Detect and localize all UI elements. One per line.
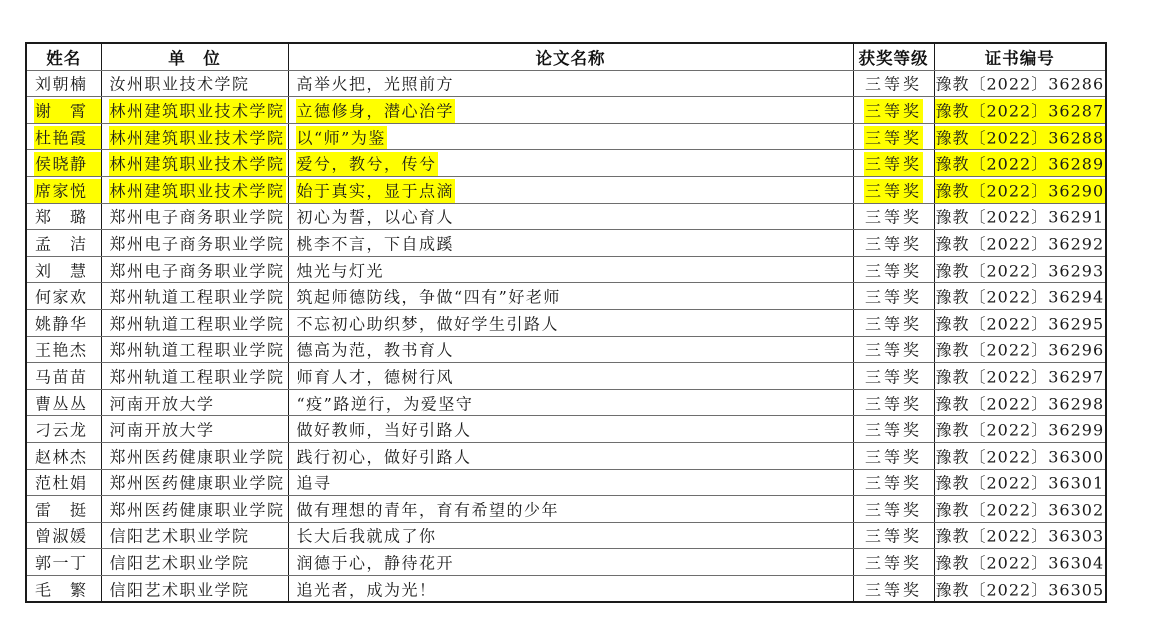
award-level-cell: 三等奖 xyxy=(864,340,922,360)
name-cell: 毛 繁 xyxy=(35,580,88,600)
unit-cell: 郑州医药健康职业学院 xyxy=(109,500,285,520)
certificate-number-cell: 豫教〔2022〕36293 xyxy=(935,261,1105,281)
table-row xyxy=(26,97,1106,124)
certificate-number-cell: 豫教〔2022〕36304 xyxy=(935,553,1105,573)
name-cell: 席家悦 xyxy=(34,179,101,203)
award-level-cell: 三等奖 xyxy=(864,261,922,281)
table-row xyxy=(26,309,1106,336)
paper-title-cell: 不忘初心助织梦，做好学生引路人 xyxy=(296,314,560,334)
table-row xyxy=(26,203,1106,230)
name-cell: 雷 挺 xyxy=(35,500,88,520)
unit-cell: 郑州轨道工程职业学院 xyxy=(109,340,285,360)
certificate-number-cell: 豫教〔2022〕36295 xyxy=(935,314,1105,334)
certificate-number-cell: 豫教〔2022〕36303 xyxy=(935,526,1105,546)
paper-title-cell: 追光者，成为光！ xyxy=(296,580,437,600)
award-level-cell: 三等奖 xyxy=(864,234,922,254)
unit-cell: 林州建筑职业技术学院 xyxy=(109,152,286,176)
certificate-number-cell: 豫教〔2022〕36302 xyxy=(935,500,1105,520)
paper-title-cell: 追寻 xyxy=(296,473,332,493)
paper-title-cell: 润德于心，静待花开 xyxy=(296,553,455,573)
unit-cell: 林州建筑职业技术学院 xyxy=(109,179,286,203)
name-cell: 孟 洁 xyxy=(35,234,88,254)
paper-title-cell: 做好教师，当好引路人 xyxy=(296,420,472,440)
paper-title-cell: 德高为范，教书育人 xyxy=(296,340,455,360)
paper-title-cell: 长大后我就成了你 xyxy=(296,526,437,546)
table-row xyxy=(26,283,1106,310)
certificate-number-cell: 豫教〔2022〕36288 xyxy=(935,126,1106,150)
name-cell: 曹丛丛 xyxy=(35,394,88,414)
table-row xyxy=(26,416,1106,443)
unit-cell: 河南开放大学 xyxy=(109,394,215,414)
paper-title-cell: 初心为誓，以心育人 xyxy=(296,207,455,227)
name-cell: 杜艳霞 xyxy=(34,126,101,150)
paper-title-cell: 做有理想的青年，育有希望的少年 xyxy=(296,500,560,520)
paper-title-cell: 始于真实，显于点滴 xyxy=(296,179,456,203)
table-row xyxy=(26,496,1106,523)
award-level-cell: 三等奖 xyxy=(864,314,922,334)
name-cell: 马苗苗 xyxy=(35,367,88,387)
col-header-name: 姓名 xyxy=(26,43,101,70)
name-cell: 赵林杰 xyxy=(35,447,88,467)
certificate-number-cell: 豫教〔2022〕36300 xyxy=(935,447,1105,467)
name-cell: 谢 霄 xyxy=(34,99,101,123)
award-level-cell: 三等奖 xyxy=(864,526,922,546)
table-row xyxy=(26,256,1106,283)
unit-cell: 信阳艺术职业学院 xyxy=(109,526,250,546)
name-cell: 侯晓静 xyxy=(34,152,101,176)
award-level-cell: 三等奖 xyxy=(864,126,923,150)
unit-cell: 信阳艺术职业学院 xyxy=(109,553,250,573)
paper-title-cell: “疫”路逆行，为爱坚守 xyxy=(296,394,474,414)
award-level-cell: 三等奖 xyxy=(864,367,922,387)
table-body xyxy=(26,70,1106,602)
col-header-unit: 单 位 xyxy=(101,43,288,70)
unit-cell: 郑州电子商务职业学院 xyxy=(109,207,285,227)
award-level-cell: 三等奖 xyxy=(864,179,923,203)
unit-cell: 林州建筑职业技术学院 xyxy=(109,126,286,150)
table-row xyxy=(26,230,1106,257)
paper-title-cell: 践行初心，做好引路人 xyxy=(296,447,472,467)
name-cell: 曾淑媛 xyxy=(35,526,88,546)
award-level-cell: 三等奖 xyxy=(864,152,923,176)
paper-title-cell: 师育人才，德树行风 xyxy=(296,367,455,387)
unit-cell: 郑州电子商务职业学院 xyxy=(109,234,285,254)
award-level-cell: 三等奖 xyxy=(864,99,923,123)
award-level-cell: 三等奖 xyxy=(864,207,922,227)
award-level-cell: 三等奖 xyxy=(864,500,922,520)
table-row xyxy=(26,469,1106,496)
unit-cell: 河南开放大学 xyxy=(109,420,215,440)
unit-cell: 信阳艺术职业学院 xyxy=(109,580,250,600)
name-cell: 刘 慧 xyxy=(35,261,88,281)
table-row xyxy=(26,522,1106,549)
award-level-cell: 三等奖 xyxy=(864,553,922,573)
unit-cell: 郑州轨道工程职业学院 xyxy=(109,314,285,334)
name-cell: 王艳杰 xyxy=(35,340,88,360)
paper-title-cell: 爱兮，教兮，传兮 xyxy=(296,152,438,176)
table-row xyxy=(26,363,1106,390)
name-cell: 刘朝楠 xyxy=(35,74,88,94)
certificate-number-cell: 豫教〔2022〕36289 xyxy=(935,152,1106,176)
certificate-number-cell: 豫教〔2022〕36301 xyxy=(935,473,1105,493)
certificate-number-cell: 豫教〔2022〕36299 xyxy=(935,420,1105,440)
certificate-number-cell: 豫教〔2022〕36305 xyxy=(935,580,1105,600)
award-level-cell: 三等奖 xyxy=(864,580,922,600)
table-row xyxy=(26,70,1106,97)
award-level-cell: 三等奖 xyxy=(864,420,922,440)
paper-title-cell: 高举火把，光照前方 xyxy=(296,74,455,94)
award-level-cell: 三等奖 xyxy=(864,473,922,493)
unit-cell: 林州建筑职业技术学院 xyxy=(109,99,286,123)
paper-title-cell: 桃李不言，下自成蹊 xyxy=(296,234,455,254)
table-row xyxy=(26,389,1106,416)
award-level-cell: 三等奖 xyxy=(864,394,922,414)
award-level-cell: 三等奖 xyxy=(864,447,922,467)
col-header-cert-number: 证书编号 xyxy=(934,43,1106,70)
table-row xyxy=(26,442,1106,469)
paper-title-cell: 立德修身，潜心治学 xyxy=(296,99,456,123)
unit-cell: 郑州医药健康职业学院 xyxy=(109,447,285,467)
name-cell: 郑 璐 xyxy=(35,207,88,227)
unit-cell: 郑州轨道工程职业学院 xyxy=(109,287,285,307)
name-cell: 范杜娟 xyxy=(35,473,88,493)
name-cell: 郭一丁 xyxy=(35,553,88,573)
table-row xyxy=(26,150,1106,177)
certificate-number-cell: 豫教〔2022〕36291 xyxy=(935,207,1105,227)
name-cell: 刁云龙 xyxy=(35,420,88,440)
table-row xyxy=(26,336,1106,363)
table-row xyxy=(26,123,1106,150)
unit-cell: 郑州轨道工程职业学院 xyxy=(109,367,285,387)
paper-title-cell: 烛光与灯光 xyxy=(296,261,385,281)
table-row xyxy=(26,176,1106,203)
paper-title-cell: 以“师”为鉴 xyxy=(296,126,387,150)
awards-table xyxy=(25,42,1107,603)
certificate-number-cell: 豫教〔2022〕36294 xyxy=(935,287,1105,307)
unit-cell: 汝州职业技术学院 xyxy=(109,74,250,94)
col-header-award-level: 获奖等级 xyxy=(853,43,934,70)
header-row xyxy=(26,43,1106,70)
certificate-number-cell: 豫教〔2022〕36297 xyxy=(935,367,1105,387)
certificate-number-cell: 豫教〔2022〕36290 xyxy=(935,179,1106,203)
certificate-number-cell: 豫教〔2022〕36298 xyxy=(935,394,1105,414)
table-row xyxy=(26,575,1106,602)
certificate-number-cell: 豫教〔2022〕36292 xyxy=(935,234,1105,254)
unit-cell: 郑州医药健康职业学院 xyxy=(109,473,285,493)
award-level-cell: 三等奖 xyxy=(864,74,922,94)
certificate-number-cell: 豫教〔2022〕36296 xyxy=(935,340,1105,360)
table-row xyxy=(26,549,1106,576)
unit-cell: 郑州电子商务职业学院 xyxy=(109,261,285,281)
certificate-number-cell: 豫教〔2022〕36287 xyxy=(935,99,1106,123)
award-level-cell: 三等奖 xyxy=(864,287,922,307)
paper-title-cell: 筑起师德防线，争做“四有”好老师 xyxy=(296,287,561,307)
name-cell: 姚静华 xyxy=(35,314,88,334)
certificate-number-cell: 豫教〔2022〕36286 xyxy=(935,74,1105,94)
name-cell: 何家欢 xyxy=(35,287,88,307)
col-header-paper-title: 论文名称 xyxy=(288,43,853,70)
